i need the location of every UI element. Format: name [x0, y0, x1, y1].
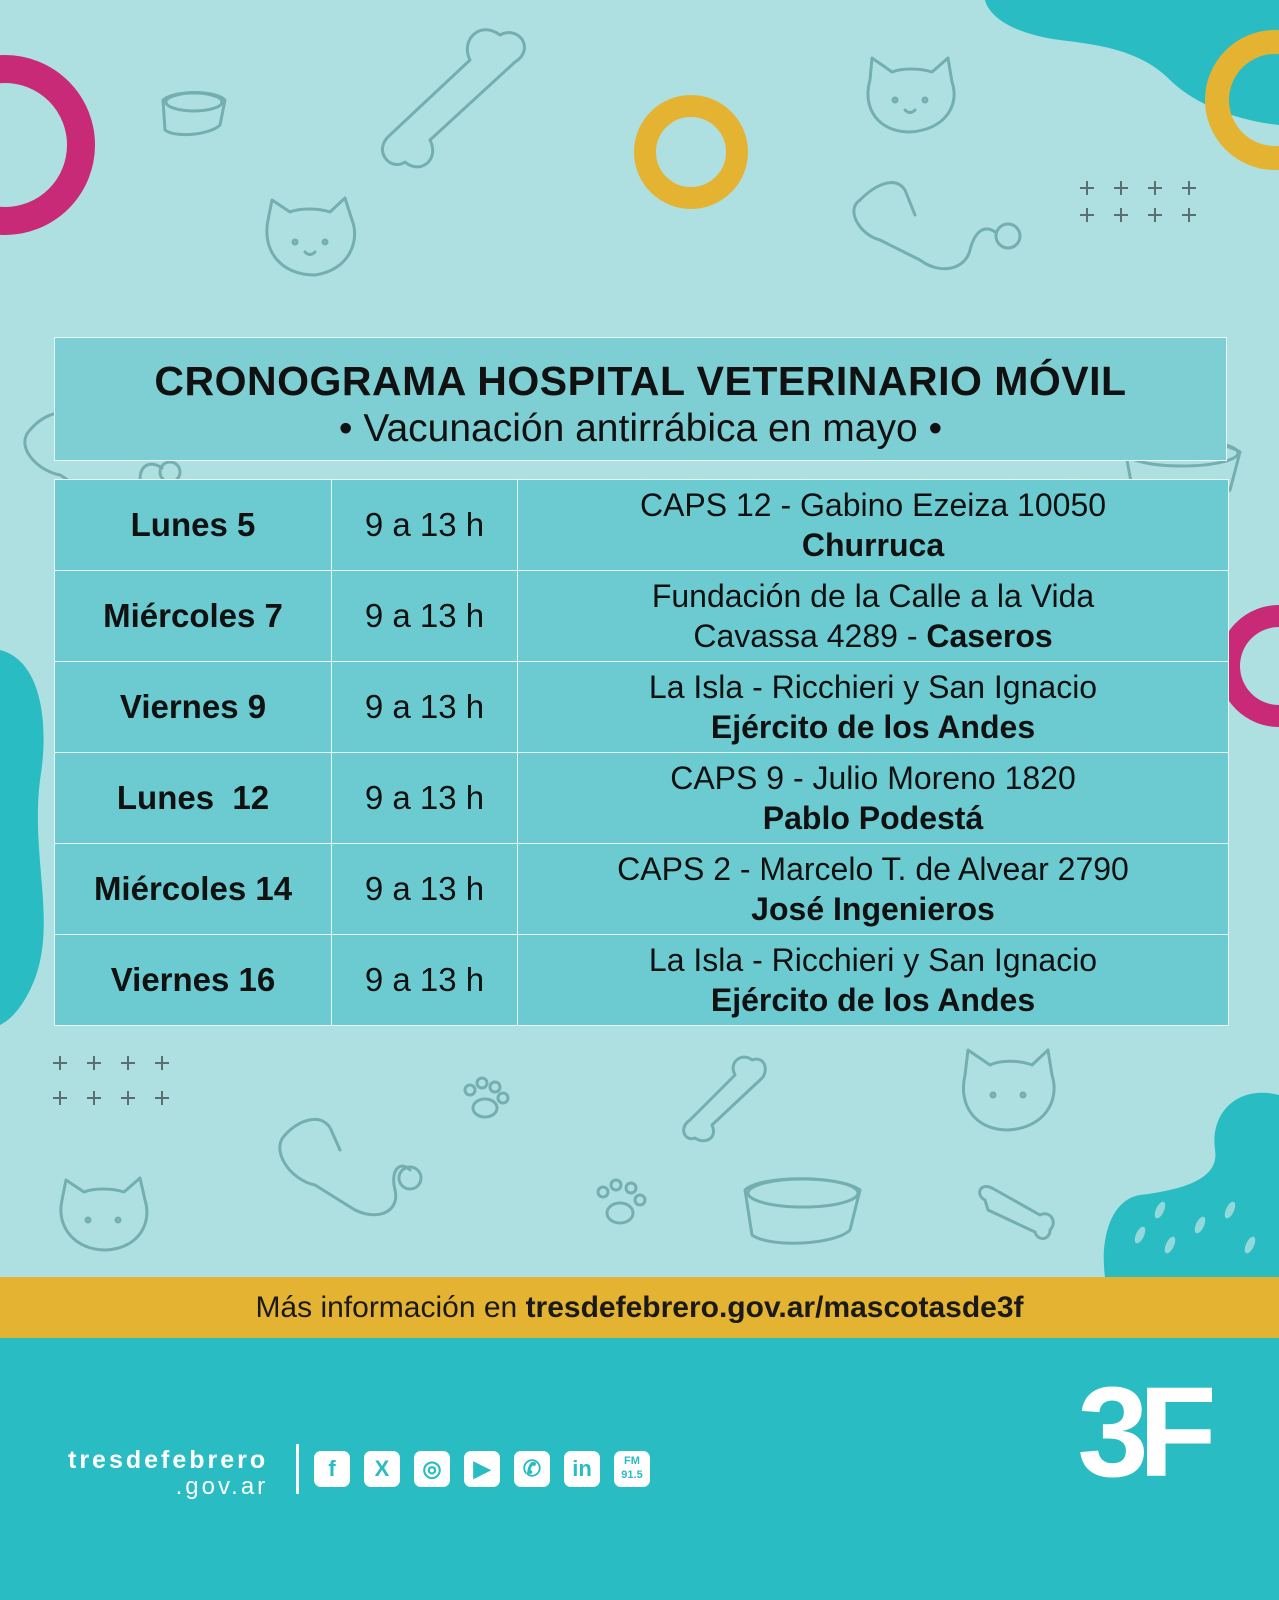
hours-cell: 9 a 13 h [332, 935, 518, 1026]
address-text: CAPS 9 - Julio Moreno 1820 [670, 760, 1076, 796]
whatsapp-icon[interactable]: ✆ [514, 1451, 550, 1487]
table-row [55, 753, 1229, 844]
cat-icon-top-left [267, 198, 355, 275]
site-name[interactable] [68, 1446, 268, 1501]
hours-cell: 9 a 13 h [332, 571, 518, 662]
bowl-icon-bottom [745, 1179, 860, 1243]
info-prefix: Más información en [255, 1291, 526, 1324]
location-cell [518, 571, 1229, 662]
locality-text: Pablo Podestá [762, 800, 984, 836]
cat-icon-bottom-left [61, 1178, 147, 1250]
day-cell: Lunes 5 [55, 480, 332, 571]
paw-icon-bottom [598, 1180, 645, 1223]
bone-icon-bottom-right [980, 1186, 1054, 1238]
page-subtitle: • Vacunación antirrábica en mayo • [338, 407, 943, 450]
bone-icon-bottom [684, 1057, 766, 1141]
locality-text: José Ingenieros [751, 891, 995, 927]
3f-logo [1062, 1372, 1222, 1484]
bowl-icon-top [163, 93, 225, 135]
address-text: La Isla - Ricchieri y San Ignacio [648, 669, 1098, 705]
plus-grid-bottom-left [53, 1056, 169, 1105]
paw-icon-middle [465, 1078, 508, 1117]
cat-icon-top-right [868, 58, 954, 132]
location-cell [518, 480, 1229, 571]
logo-text: 3F [1077, 1372, 1207, 1484]
location-cell [518, 844, 1229, 935]
yellow-ring-top [645, 106, 737, 198]
magenta-ring-right [1229, 616, 1279, 716]
social-icons [314, 1451, 650, 1487]
linkedin-icon[interactable]: in [564, 1451, 600, 1487]
locality-text: Ejército de los Andes [710, 709, 1036, 745]
plus-grid-top-right [1080, 181, 1196, 222]
day-cell: Miércoles 7 [55, 571, 332, 662]
hours-cell: 9 a 13 h [332, 844, 518, 935]
instagram-icon[interactable]: ◎ [414, 1451, 450, 1487]
day-cell: Lunes 12 [55, 753, 332, 844]
bone-icon-top [382, 30, 524, 167]
table-row [55, 662, 1229, 753]
day-cell: Viernes 16 [55, 935, 332, 1026]
address-text: Fundación de la Calle a la Vida [651, 578, 1095, 614]
info-bar [0, 1277, 1279, 1338]
site-name-line1: tresdefebrero [68, 1446, 269, 1474]
table-row [55, 844, 1229, 935]
footer-divider [296, 1444, 299, 1494]
info-url-link[interactable]: tresdefebrero.gov.ar/mascotasde3f [525, 1291, 1024, 1324]
locality-text: Caseros [926, 618, 1053, 654]
magenta-ring-left [0, 69, 81, 221]
youtube-icon[interactable]: ▶ [464, 1451, 500, 1487]
address-text: La Isla - Ricchieri y San Ignacio [648, 942, 1098, 978]
x-icon[interactable]: X [364, 1451, 400, 1487]
site-name-line2: .gov.ar [175, 1473, 269, 1500]
stethoscope-icon-top [854, 183, 1020, 269]
teal-blob-bottom-right [1104, 1093, 1279, 1277]
locality-text: Ejército de los Andes [710, 982, 1036, 1018]
locality-text: Churruca [801, 527, 945, 563]
teal-blob-left [0, 650, 44, 1025]
facebook-icon[interactable]: f [314, 1451, 350, 1487]
address-text: CAPS 2 - Marcelo T. de Alvear 2790 [617, 851, 1129, 887]
schedule-table [54, 479, 1229, 1026]
table-row [55, 571, 1229, 662]
table-row [55, 480, 1229, 571]
address-text: CAPS 12 - Gabino Ezeiza 10050 [639, 487, 1107, 523]
location-cell [518, 662, 1229, 753]
hours-cell: 9 a 13 h [332, 480, 518, 571]
address-line-2 [518, 616, 1228, 656]
location-cell [518, 935, 1229, 1026]
location-cell [518, 753, 1229, 844]
table-row [55, 935, 1229, 1026]
address2-text: Cavassa 4289 - [693, 618, 927, 654]
hours-cell: 9 a 13 h [332, 753, 518, 844]
page-title: CRONOGRAMA HOSPITAL VETERINARIO MÓVIL [154, 358, 1127, 404]
cat-icon-bottom-right [963, 1050, 1054, 1130]
footer [0, 1338, 1279, 1600]
day-cell: Viernes 9 [55, 662, 332, 753]
stethoscope-icon-bottom [280, 1119, 421, 1214]
day-cell: Miércoles 14 [55, 844, 332, 935]
title-box [54, 337, 1227, 461]
hours-cell: 9 a 13 h [332, 662, 518, 753]
fm-radio-icon[interactable]: FM 91.5 [614, 1451, 650, 1487]
